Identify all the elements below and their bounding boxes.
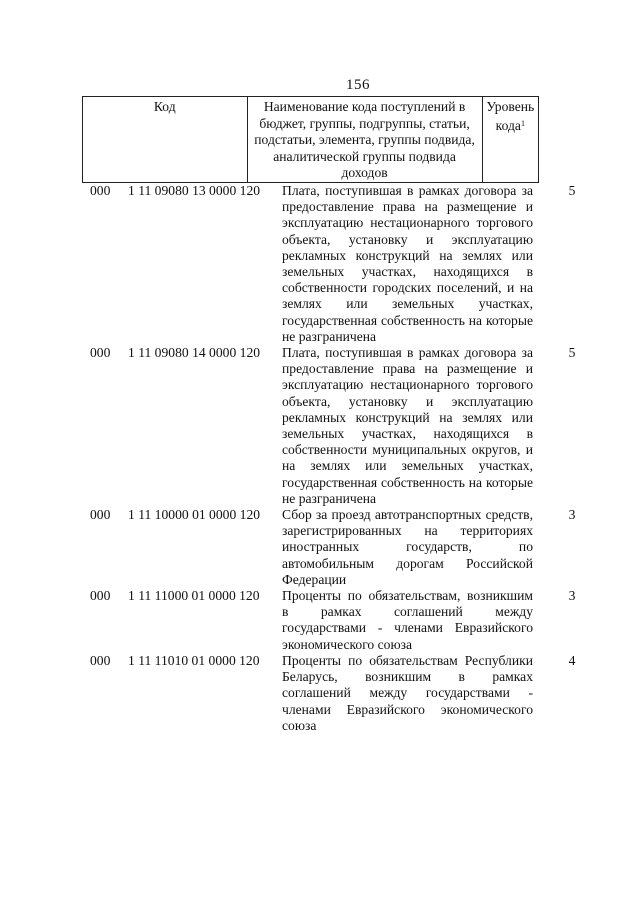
page-number: 156 <box>346 77 370 93</box>
table-row <box>0 653 640 734</box>
row-description: Сбор за проезд автотранспортных средств, зарегистрированных на территориях иностранных государств, по автомобильным дорогам Российской Федерации <box>282 507 533 587</box>
row-level: 5 <box>568 345 576 361</box>
row-prefix: 000 <box>90 345 111 361</box>
row-code: 1 11 09080 14 0000 120 <box>128 345 261 361</box>
row-prefix: 000 <box>90 507 111 523</box>
header-level <box>482 97 538 183</box>
table-row <box>0 588 640 653</box>
row-code: 1 11 09080 13 0000 120 <box>128 183 261 198</box>
row-level: 3 <box>568 588 576 604</box>
row-code: 1 11 10000 01 0000 120 <box>128 507 261 523</box>
row-code: 1 11 11000 01 0000 120 <box>128 588 260 604</box>
row-description: Плата, поступившая в рамках договора за предоставление права на размещение и эксплуатацию нестационарного торгового объекта, установку и эксплуатацию рекламных конструкций на землях или земельных участках, находящихся в собственности муниципальных округов, и на землях или земельных участках, государственная собственность на которые не разграничена <box>282 345 533 506</box>
row-description: Плата, поступившая в рамках договора за предоставление права на размещение и эксплуатацию нестационарного торгового объекта, установку и эксплуатацию рекламных конструкций на землях или земельных участках, находящихся в собственности городских поселений, и на землях или земельных участках, государственная собственность на которые не разграничена <box>282 183 533 344</box>
row-prefix: 000 <box>90 183 111 198</box>
row-description: Проценты по обязательствам, возникшим в рамках соглашений между государствами - членами Евразийского экономического союза <box>282 588 533 652</box>
header-level-label: Уровень кода <box>486 99 535 133</box>
header-level-footnote: 1 <box>520 118 525 128</box>
row-level: 3 <box>568 507 576 523</box>
row-code: 1 11 11010 01 0000 120 <box>128 652 260 668</box>
header-name: Наименование кода поступлений в бюджет, группы, подгруппы, статьи, подстатьи, элемента, группы подвида, аналитической группы подвида доходов <box>247 97 482 183</box>
row-description: Проценты по обязательствам Республики Беларусь, возникшим в рамках соглашений между государствами - членами Евразийского экономического союза <box>282 652 533 733</box>
income-code-list <box>0 183 640 734</box>
row-level: 5 <box>568 183 576 198</box>
row-prefix: 000 <box>90 588 111 604</box>
row-level: 4 <box>568 652 576 668</box>
table-row <box>0 507 640 588</box>
table-header <box>82 96 539 183</box>
row-prefix: 000 <box>90 652 111 668</box>
table-row <box>0 183 640 345</box>
table-row <box>0 345 640 507</box>
header-code: Код <box>83 97 248 183</box>
